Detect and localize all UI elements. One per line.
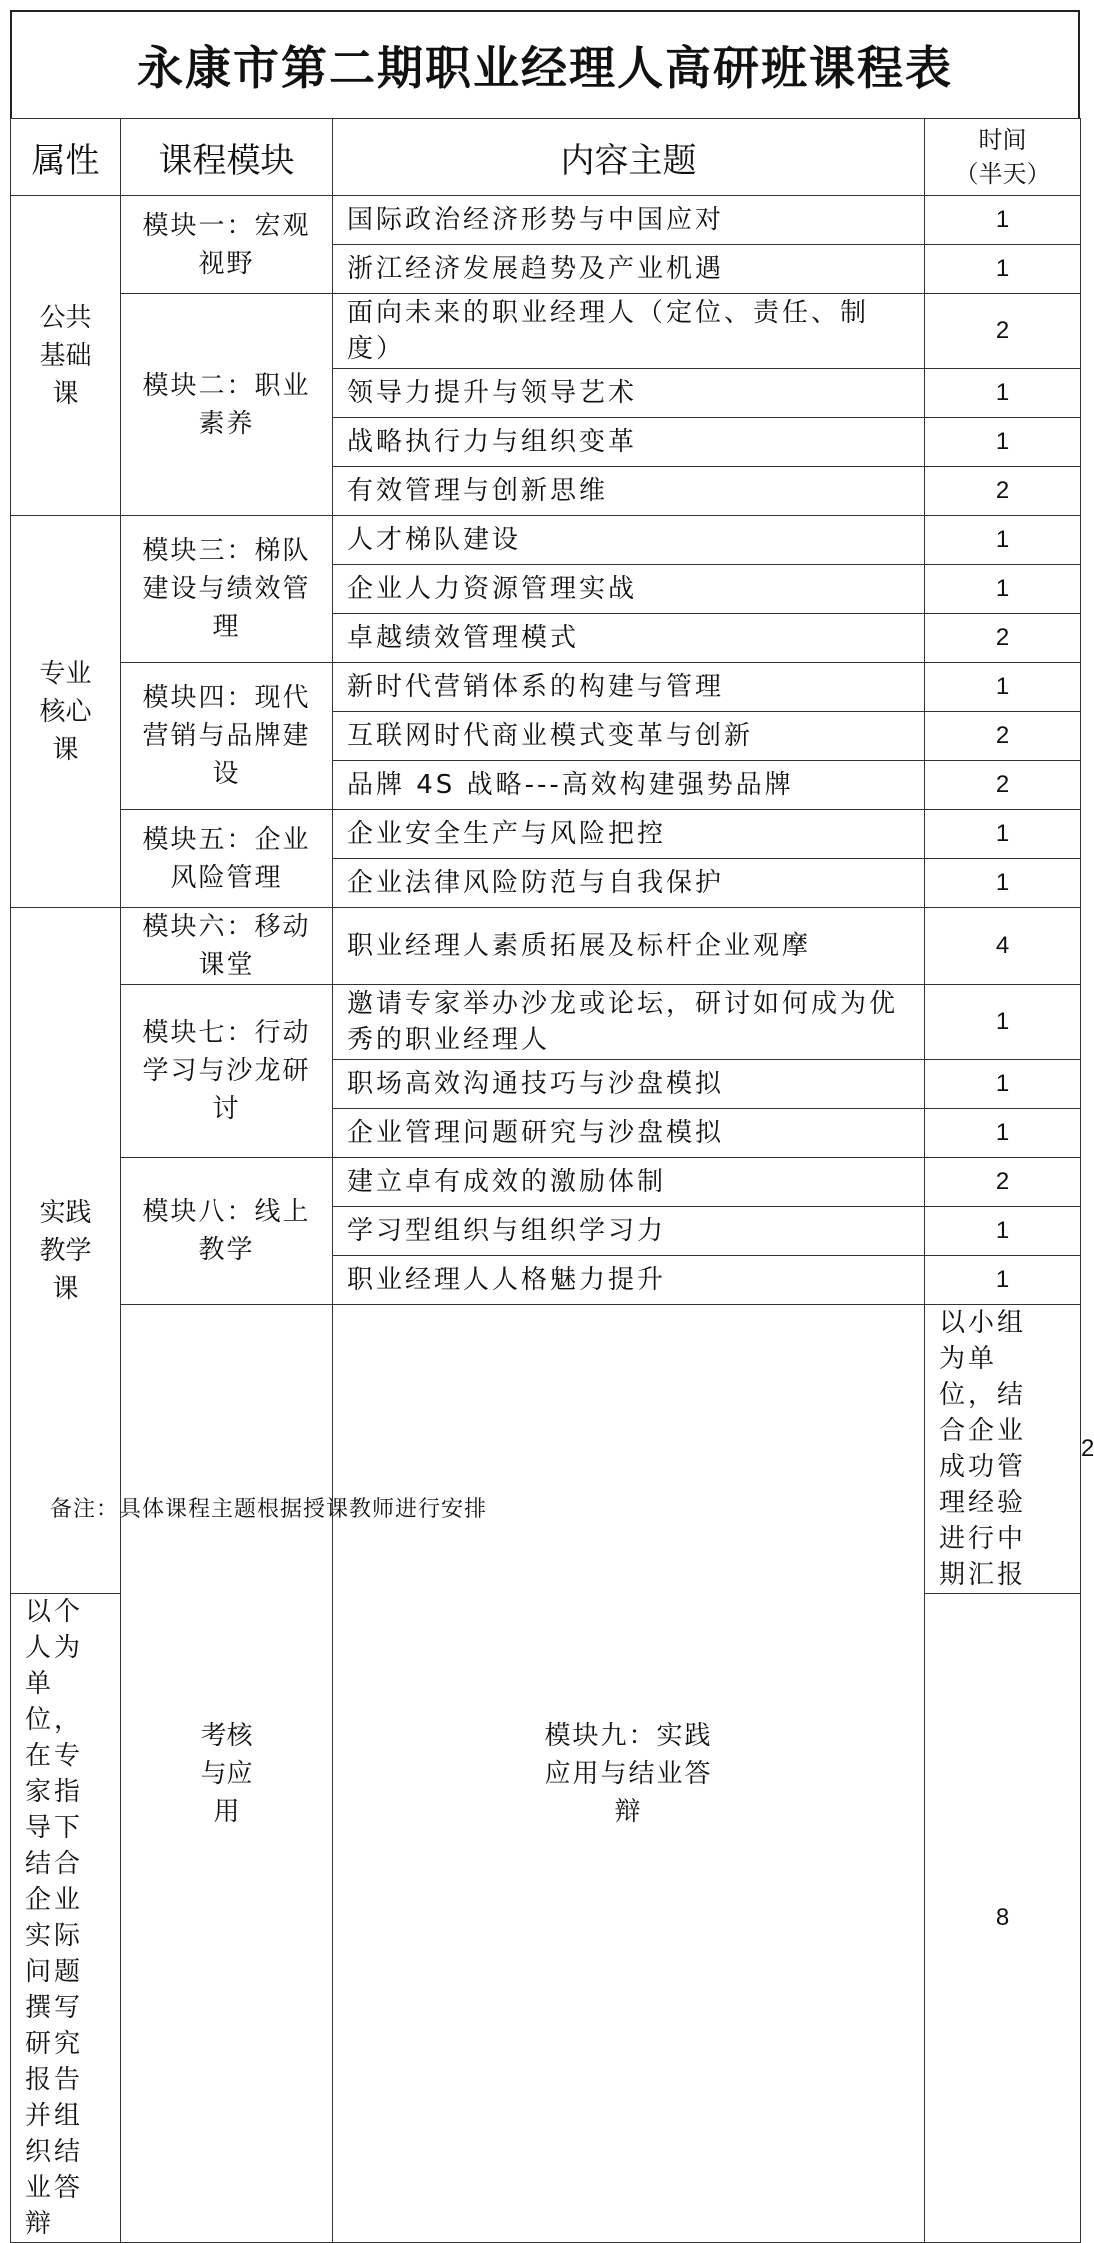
module-line: 设 (212, 759, 241, 789)
attr-cell (11, 908, 121, 1594)
topic-cell: 国际政治经济形势与中国应对 (333, 196, 925, 245)
module-line: 模块一：宏观 (142, 210, 311, 241)
time-cell: 1 (925, 1109, 1081, 1158)
time-cell: 2 (925, 467, 1081, 516)
module-cell (121, 663, 333, 810)
module-cell (121, 516, 333, 663)
table-row (11, 810, 1081, 859)
time-cell: 2 (925, 761, 1081, 810)
module-cell (121, 985, 333, 1158)
attr-line: 课 (52, 734, 79, 765)
table-row (11, 985, 1081, 1060)
module-line: 模块七：行动 (142, 1018, 311, 1048)
module-cell (333, 1305, 925, 2243)
table-row (11, 516, 1081, 565)
header-time-line1: 时间 (978, 126, 1027, 154)
module-line: 建设与绩效管 (142, 574, 311, 604)
topic-cell: 建立卓有成效的激励体制 (333, 1158, 925, 1207)
table-row (11, 663, 1081, 712)
module-line: 讨 (212, 1094, 241, 1124)
topic-cell: 企业安全生产与风险把控 (333, 810, 925, 859)
module-line: 模块九：实践 (544, 1720, 713, 1751)
time-cell: 1 (925, 1207, 1081, 1256)
module-line: 模块二：职业 (142, 370, 311, 401)
time-cell: 2 (925, 294, 1081, 369)
module-cell (121, 1158, 333, 1305)
topic-cell: 战略执行力与组织变革 (333, 418, 925, 467)
attr-line: 课 (52, 378, 79, 409)
page-title: 永康市第二期职业经理人高研班课程表 (10, 10, 1080, 118)
topic-cell: 新时代营销体系的构建与管理 (333, 663, 925, 712)
module-line: 辩 (614, 1796, 643, 1827)
attr-line: 专业 (39, 658, 92, 689)
time-cell: 1 (925, 516, 1081, 565)
topic-cell: 有效管理与创新思维 (333, 467, 925, 516)
table-row (11, 294, 1081, 369)
table-row: 考核 与应 用 模块九：实践 应用与结业答 辩 以小组为单位，结合企业成功管理经验进行中期汇报 2 (11, 1305, 1081, 1594)
attr-line: 考核 (200, 1720, 253, 1751)
footnote: 备注：具体课程主题根据授课教师进行安排 (50, 1497, 488, 1522)
topic-cell: 卓越绩效管理模式 (333, 614, 925, 663)
module-line: 教学 (198, 1235, 255, 1265)
module-line: 素养 (198, 408, 255, 439)
attr-cell (121, 1305, 333, 2243)
time-cell: 4 (925, 908, 1081, 985)
time-cell: 1 (925, 985, 1081, 1060)
time-cell: 1 (925, 565, 1081, 614)
header-topic: 内容主题 (333, 119, 925, 196)
topic-cell: 品牌 4S 战略---高效构建强势品牌 (333, 761, 925, 810)
attr-line: 基础 (39, 340, 92, 371)
header-attr: 属性 (11, 119, 121, 196)
topic-cell: 邀请专家举办沙龙或论坛，研讨如何成为优秀的职业经理人 (333, 985, 925, 1060)
topic-cell: 面向未来的职业经理人（定位、责任、制度） (333, 294, 925, 369)
time-cell: 2 (925, 1158, 1081, 1207)
topic-cell: 职业经理人人格魅力提升 (333, 1256, 925, 1305)
course-table (10, 118, 1094, 2243)
module-line: 应用与结业答 (544, 1758, 713, 1789)
header-time (925, 119, 1081, 196)
topic-cell: 领导力提升与领导艺术 (333, 369, 925, 418)
module-cell (121, 908, 333, 985)
topic-cell: 浙江经济发展趋势及产业机遇 (333, 245, 925, 294)
module-line: 模块六：移动 (142, 912, 311, 942)
attr-line: 核心 (39, 696, 92, 727)
topic-cell: 以小组为单位，结合企业成功管理经验进行中期汇报 (925, 1305, 1081, 1594)
topic-cell: 互联网时代商业模式变革与创新 (333, 712, 925, 761)
schedule-document (10, 10, 1094, 2243)
module-cell (121, 294, 333, 516)
topic-cell: 企业法律风险防范与自我保护 (333, 859, 925, 908)
attr-line: 公共 (39, 302, 92, 333)
attr-cell (11, 516, 121, 908)
attr-line: 用 (213, 1796, 240, 1827)
table-row (11, 1158, 1081, 1207)
time-cell: 1 (925, 1060, 1081, 1109)
attr-line: 课 (52, 1273, 79, 1304)
module-line: 学习与沙龙研 (142, 1056, 311, 1086)
module-cell (121, 810, 333, 908)
time-cell: 8 (925, 1594, 1081, 2243)
time-cell: 1 (925, 663, 1081, 712)
module-line: 模块三：梯队 (142, 536, 311, 566)
topic-cell: 人才梯队建设 (333, 516, 925, 565)
topic-cell: 职场高效沟通技巧与沙盘模拟 (333, 1060, 925, 1109)
module-line: 模块四：现代 (142, 683, 311, 713)
attr-cell (11, 196, 121, 516)
time-cell: 1 (925, 859, 1081, 908)
module-cell (121, 196, 333, 294)
topic-cell: 学习型组织与组织学习力 (333, 1207, 925, 1256)
time-cell: 2 (925, 712, 1081, 761)
topic-cell: 企业人力资源管理实战 (333, 565, 925, 614)
module-line: 视野 (198, 248, 255, 279)
time-cell: 1 (925, 418, 1081, 467)
time-cell: 2 (925, 614, 1081, 663)
table-row (11, 196, 1081, 245)
module-line: 风险管理 (170, 862, 283, 893)
header-time-line2: （半天） (954, 160, 1051, 188)
table-row (11, 908, 1081, 985)
topic-cell: 以个人为单位，在专家指导下结合企业实际问题撰写研究报告并组织结业答辩 (11, 1594, 121, 2243)
module-line: 理 (212, 612, 241, 642)
module-line: 课堂 (198, 950, 255, 980)
topic-cell: 职业经理人素质拓展及标杆企业观摩 (333, 908, 925, 985)
time-cell: 1 (925, 369, 1081, 418)
attr-line: 实践 (39, 1197, 92, 1228)
module-line: 模块五：企业 (142, 824, 311, 855)
header-module: 课程模块 (121, 119, 333, 196)
module-line: 模块八：线上 (142, 1197, 311, 1227)
topic-cell: 企业管理问题研究与沙盘模拟 (333, 1109, 925, 1158)
time-cell: 1 (925, 196, 1081, 245)
attr-line: 与应 (200, 1758, 253, 1789)
time-cell: 1 (925, 1256, 1081, 1305)
attr-line: 教学 (39, 1235, 92, 1266)
time-cell: 1 (925, 245, 1081, 294)
module-line: 营销与品牌建 (142, 721, 311, 751)
table-header-row (11, 119, 1081, 196)
time-cell: 1 (925, 810, 1081, 859)
